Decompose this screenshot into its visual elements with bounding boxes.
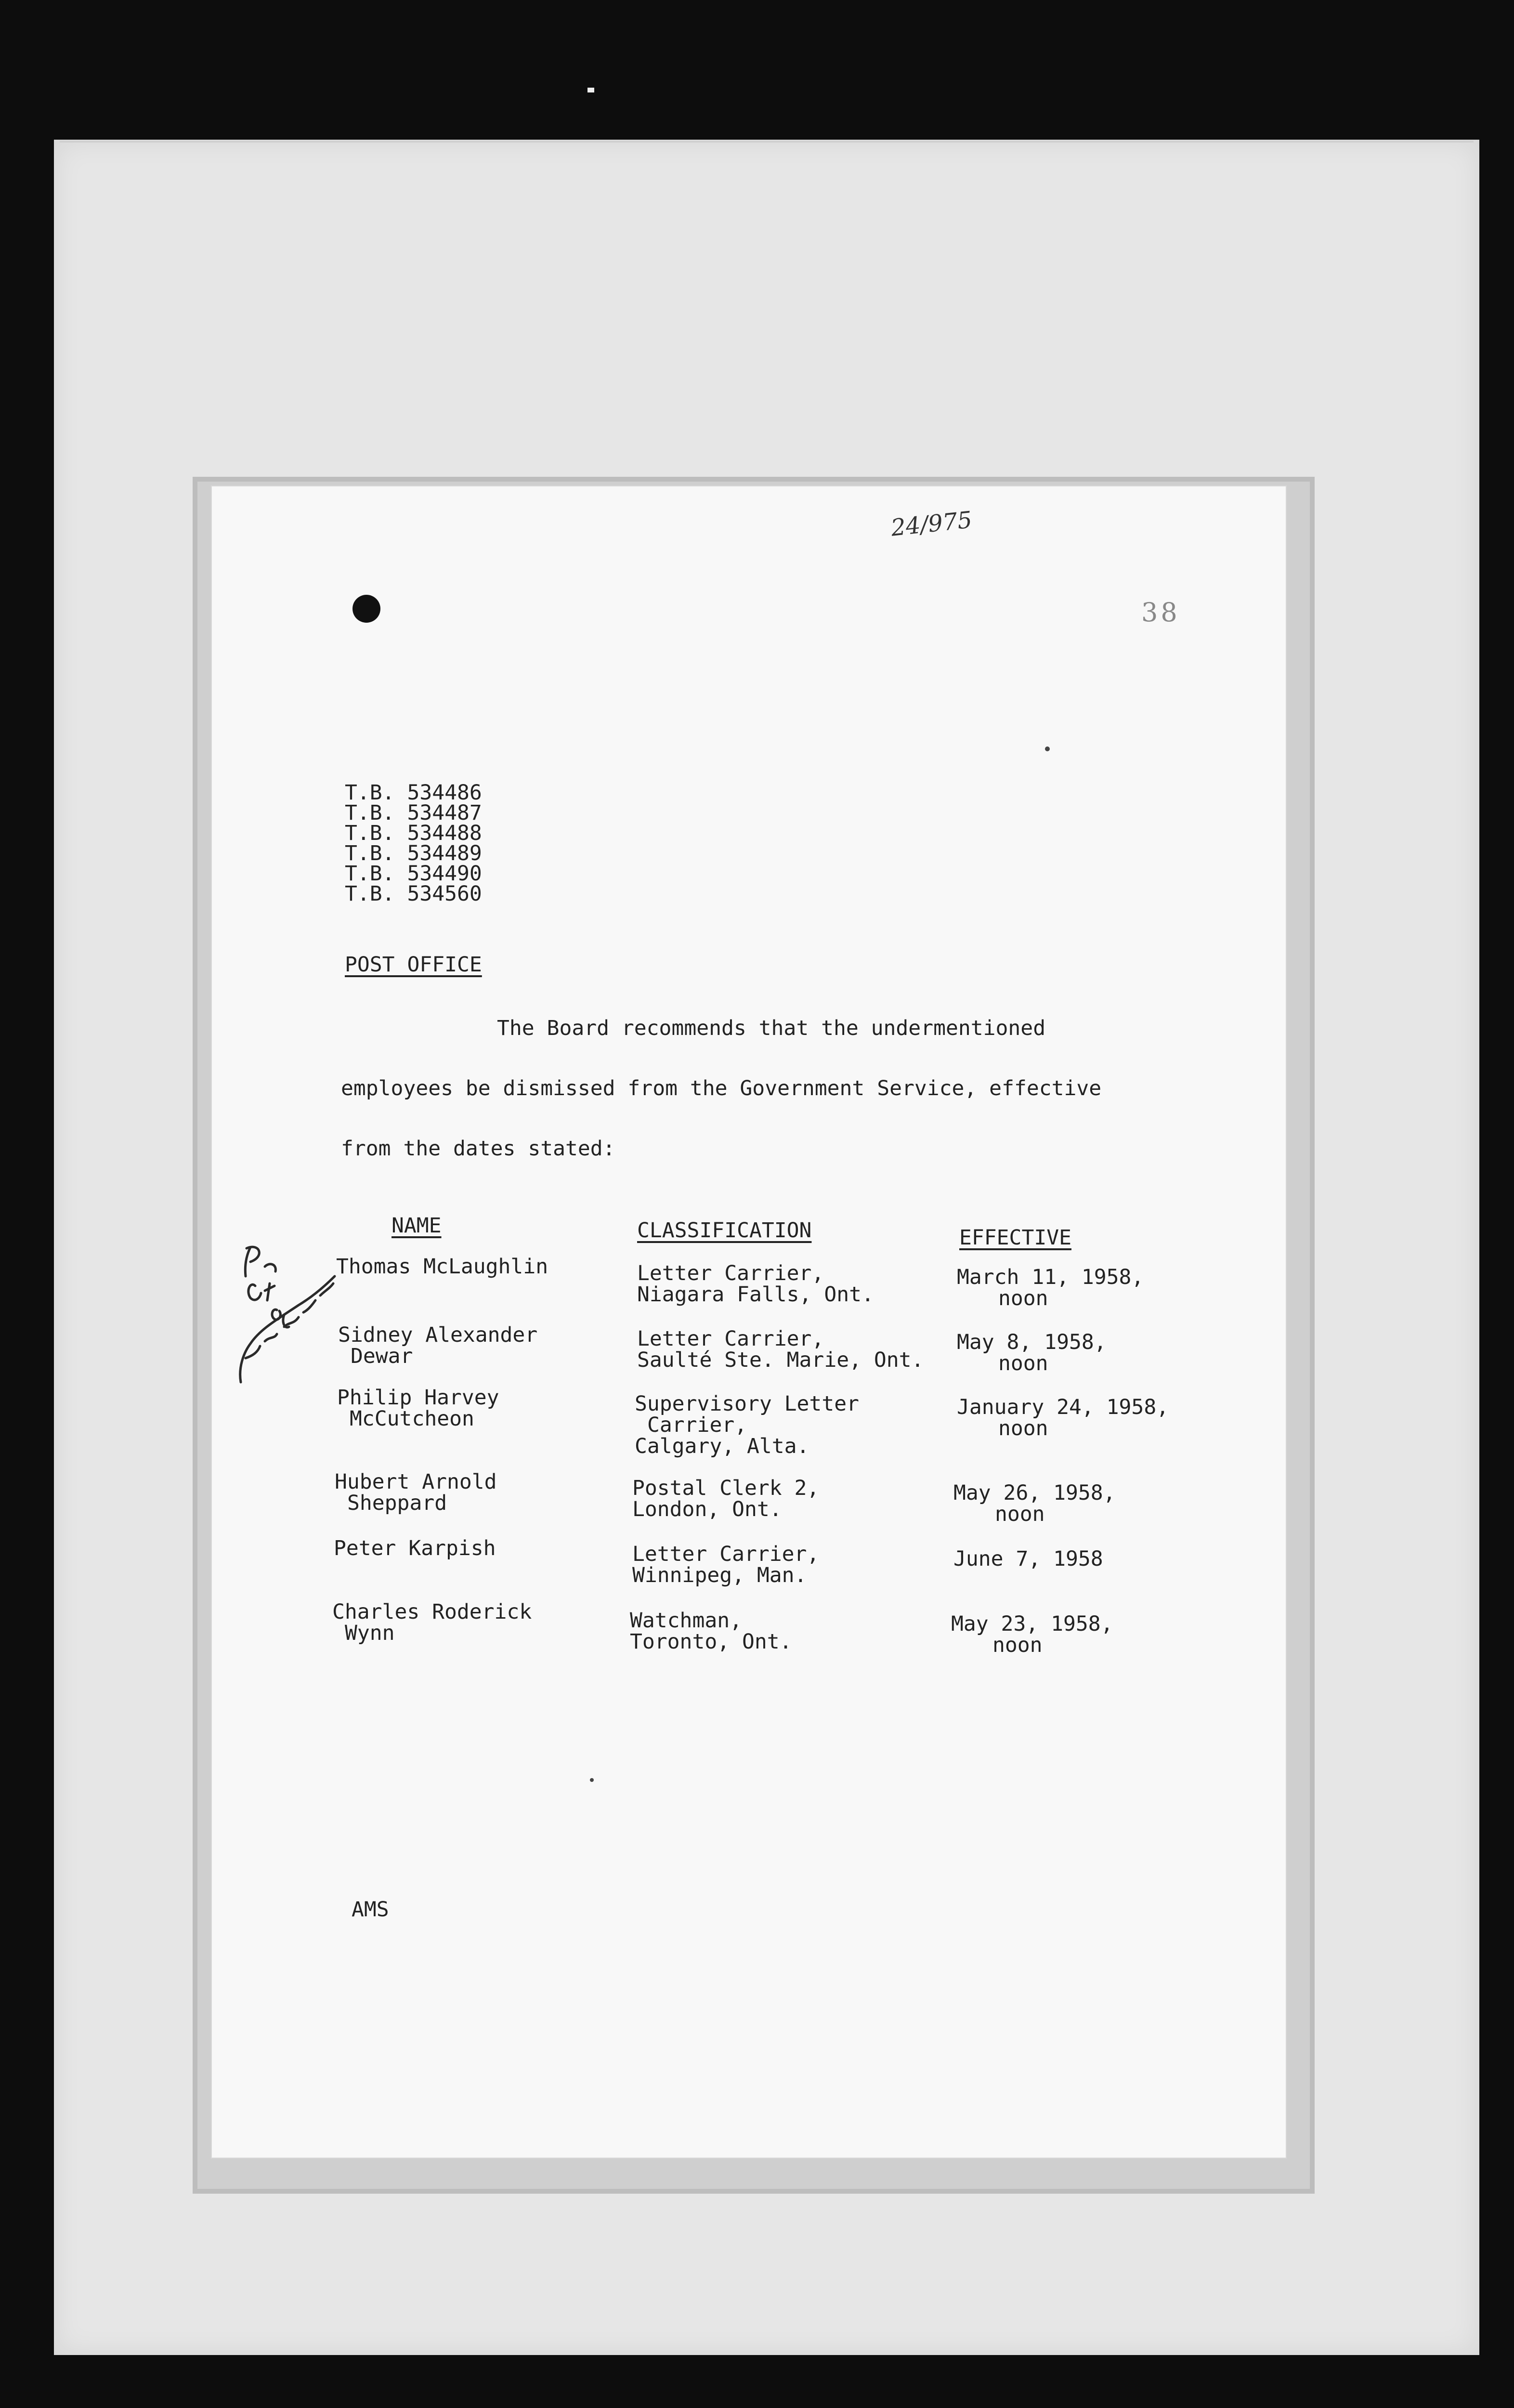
column-header-name: NAME	[392, 1214, 442, 1238]
body-line: employees be dismissed from the Government Service, effective	[341, 1076, 1102, 1100]
column-header-classification: CLASSIFICATION	[637, 1218, 812, 1243]
table-cell-classification: Postal Clerk 2, London, Ont.	[632, 1476, 820, 1521]
table-cell-effective: March 11, 1958, noon	[957, 1265, 1144, 1310]
column-header-effective: EFFECTIVE	[959, 1226, 1071, 1250]
table-cell-effective: June 7, 1958	[953, 1547, 1103, 1571]
table-cell-classification: Watchman, Toronto, Ont.	[630, 1609, 792, 1654]
table-cell-name: Peter Karpish	[334, 1536, 496, 1560]
table-cell-classification: Letter Carrier, Winnipeg, Man.	[632, 1542, 820, 1587]
paper-speck	[590, 1778, 594, 1782]
table-cell-name: Hubert Arnold Sheppard	[335, 1470, 497, 1515]
tb-number: T.B. 534488	[345, 821, 482, 845]
table-cell-name: Charles Roderick Wynn	[332, 1600, 532, 1645]
table-cell-effective: May 23, 1958, noon	[951, 1612, 1113, 1657]
margin-annotation-scribble	[231, 1238, 347, 1392]
table-cell-effective: January 24, 1958, noon	[957, 1395, 1169, 1440]
tb-number: T.B. 534487	[345, 801, 482, 825]
tb-number: T.B. 534486	[345, 781, 482, 805]
table-cell-classification: Letter Carrier, Saulté Ste. Marie, Ont.	[637, 1327, 924, 1372]
table-cell-name: Sidney Alexander Dewar	[338, 1323, 538, 1368]
table-cell-effective: May 26, 1958, noon	[953, 1481, 1116, 1526]
paper-speck	[1045, 746, 1050, 751]
tb-number-list	[345, 783, 482, 904]
film-mark	[587, 88, 594, 92]
backing-top-rule	[60, 141, 1474, 143]
department-heading: POST OFFICE	[345, 953, 482, 977]
punch-hole	[352, 595, 380, 623]
table-cell-name: Thomas McLaughlin	[336, 1255, 548, 1279]
table-cell-effective: May 8, 1958, noon	[957, 1330, 1107, 1375]
document-page	[212, 486, 1286, 2158]
body-line: from the dates stated:	[341, 1137, 615, 1161]
tb-number: T.B. 534490	[345, 862, 482, 886]
tb-number: T.B. 534560	[345, 882, 482, 906]
tb-number: T.B. 534489	[345, 841, 482, 865]
handwritten-reference: 24/975	[889, 506, 974, 542]
table-cell-classification: Letter Carrier, Niagara Falls, Ont.	[637, 1261, 874, 1307]
table-cell-name: Philip Harvey McCutcheon	[337, 1386, 499, 1431]
body-line: The Board recommends that the undermentioned	[497, 1016, 1046, 1040]
typist-initials: AMS	[352, 1898, 389, 1922]
page-number: 38	[1141, 597, 1180, 628]
table-cell-classification: Supervisory Letter Carrier, Calgary, Alta.	[635, 1392, 859, 1458]
margin-annotation	[231, 1238, 347, 1392]
